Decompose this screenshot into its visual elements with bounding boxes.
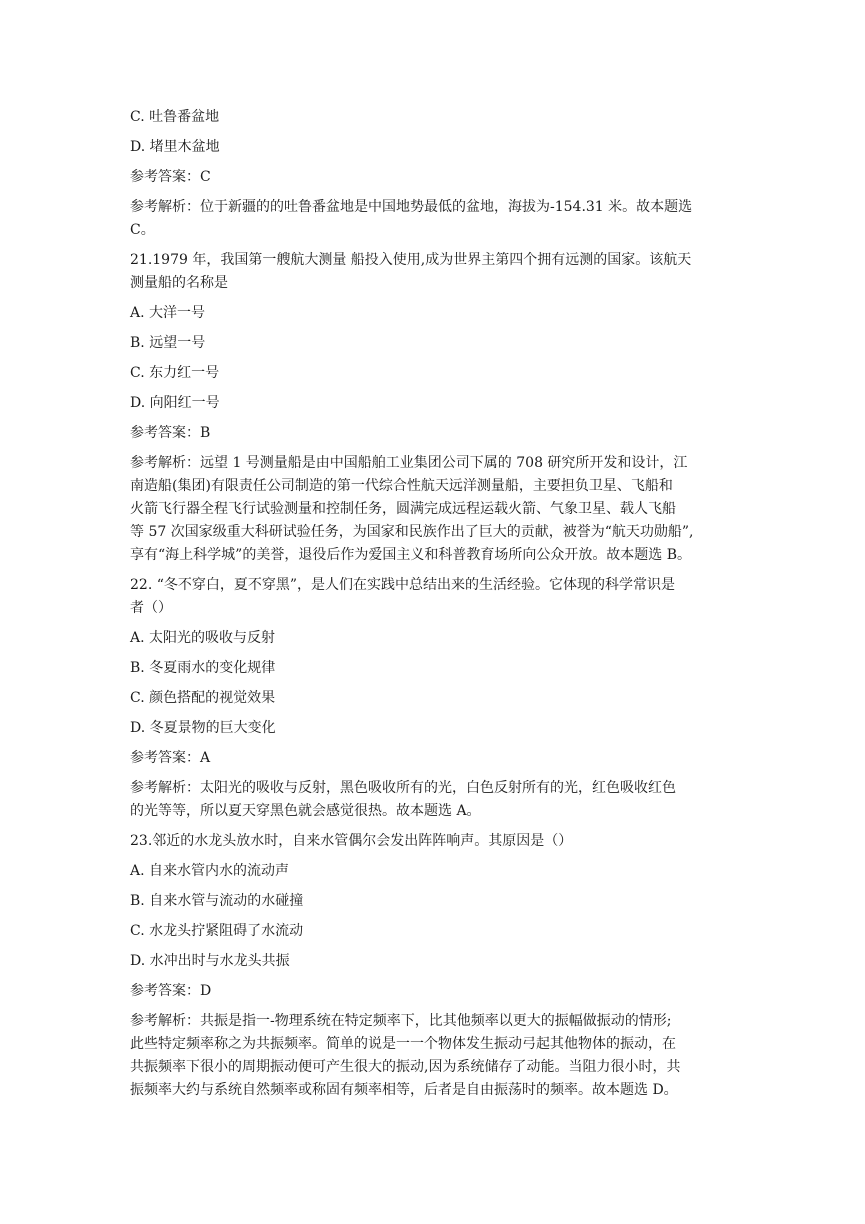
q22-question (130, 570, 736, 623)
q21-option-a: A. 大洋一号 (130, 305, 206, 321)
q21-option-d: D. 向阳红一号 (130, 395, 220, 411)
q20-analysis (130, 192, 736, 245)
q23-analysis-line: 共振频率下很小的周期振动便可产生很大的振动,因为系统储存了动能。当阻力很小时，共 (130, 1059, 681, 1075)
q20-option-d: D. 堵里木盆地 (130, 139, 220, 155)
document-page (130, 102, 736, 1105)
q21-analysis-line: 南造船(集团)有限责任公司制造的第一代综合性航天远洋测量船，主要担负卫星、飞船和 (130, 478, 673, 494)
q21-answer: 参考答案：B (130, 425, 211, 441)
q21-analysis-line: 等 57 次国家级重大科研试验任务，为国家和民族作出了巨大的贡献，被誉为“航天功勋船”, (130, 524, 694, 540)
q21-analysis-line: 享有“海上科学城”的美誉，退役后作为爱国主义和科普教育场所向公众开放。故本题选 B。 (130, 547, 692, 563)
q21-analysis (130, 448, 736, 570)
q21-analysis-line: 火箭飞行器全程飞行试验测量和控制任务，圆满完成远程运载火箭、气象卫星、载人飞船 (130, 501, 676, 517)
q22-option-b: B. 冬夏雨水的变化规律 (130, 660, 276, 676)
q22-answer: 参考答案：A (130, 750, 211, 766)
q22-question-line: 者（） (130, 600, 172, 616)
q23-question-line: 23.邻近的水龙头放水时，自来水管偶尔会发出阵阵响声。其原因是（） (130, 833, 573, 849)
q23-analysis-line: 此些特定频率称之为共振频率。简单的说是一一个物体发生振动弓起其他物体的振动，在 (130, 1036, 676, 1052)
q23-analysis (130, 1006, 736, 1105)
q23-question (130, 826, 736, 856)
q23-option-c: C. 水龙头拧紧阻碍了水流动 (130, 923, 304, 939)
q22-option-a: A. 太阳光的吸收与反射 (130, 630, 276, 646)
q23-option-b: B. 自来水管与流动的水碰撞 (130, 893, 304, 909)
q22-question-line: 22. “冬不穿白，夏不穿黑”，是人们在实践中总结出来的生活经验。它体现的科学常识是 (130, 577, 676, 593)
q20-analysis-line: 参考解析：位于新疆的的吐鲁番盆地是中国地势最低的盆地，海拔为-154.31 米。故本题选 (130, 199, 693, 215)
q21-question (130, 245, 736, 298)
q22-option-d: D. 冬夏景物的巨大变化 (130, 720, 276, 736)
q23-option-a: A. 自来水管内水的流动声 (130, 863, 290, 879)
q23-answer: 参考答案：D (130, 983, 212, 999)
q21-question-line: 21.1979 年，我国第一艘航大测量 船投入使用,成为世界主第四个拥有远测的国家。该航天 (130, 252, 692, 268)
q21-analysis-line: 参考解析：远望 1 号测量船是由中国船舶工业集团公司下属的 708 研究所开发和设计，江 (130, 455, 688, 471)
q22-analysis-line: 的光等等，所以夏天穿黑色就会感觉很热。故本题选 A。 (130, 803, 481, 819)
q20-option-c: C. 吐鲁番盆地 (130, 109, 220, 125)
q21-option-b: B. 远望一号 (130, 335, 206, 351)
q22-analysis (130, 773, 736, 826)
q22-analysis-line: 参考解析：太阳光的吸收与反射，黑色吸收所有的光，白色反射所有的光，红色吸收红色 (130, 780, 676, 796)
q22-option-c: C. 颜色搭配的视觉效果 (130, 690, 276, 706)
q23-analysis-line: 参考解析：共振是指一-物理系统在特定频率下，比其他频率以更大的振幅做振动的情形; (130, 1013, 672, 1029)
q20-analysis-line: C。 (130, 222, 155, 238)
q21-option-c: C. 东力红一号 (130, 365, 220, 381)
q23-analysis-line: 振频率大约与系统自然频率或称固有频率相等，后者是自由振荡时的频率。故本题选 D。 (130, 1082, 678, 1098)
q21-question-line: 测量船的名称是 (130, 275, 228, 291)
q23-option-d: D. 水冲出时与水龙头共振 (130, 953, 290, 969)
q20-answer: 参考答案：C (130, 169, 211, 185)
